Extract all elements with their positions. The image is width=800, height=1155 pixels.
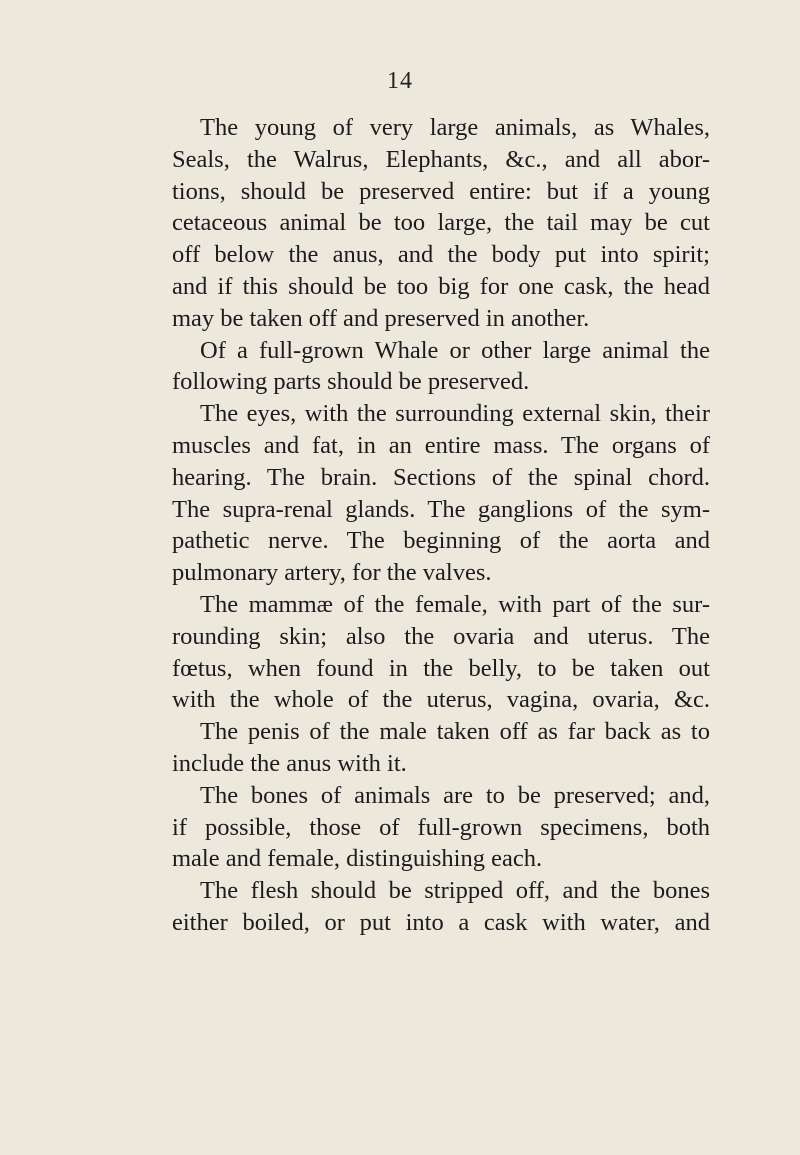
text-line: The supra-renal glands. The ganglions of the sym- xyxy=(172,495,710,523)
text-line: pathetic nerve. The beginning of the aorta and xyxy=(172,527,710,555)
text-line: The penis of the male taken off as far back as to xyxy=(200,718,710,746)
text-line: hearing. The brain. Sections of the spinal chord. xyxy=(172,463,710,491)
text-line: if possible, those of full-grown specimens, both xyxy=(172,813,710,841)
text-line: pulmonary artery, for the valves. xyxy=(172,559,492,587)
text-line: and if this should be too big for one cask, the head xyxy=(172,272,710,300)
text-line: The eyes, with the surrounding external skin, their xyxy=(200,400,710,428)
text-line: Of a full-grown Whale or other large animal the xyxy=(200,336,710,364)
text-line: either boiled, or put into a cask with water, and xyxy=(172,908,710,936)
body-text xyxy=(172,112,710,939)
text-line: off below the anus, and the body put into spirit; xyxy=(172,241,710,269)
text-line: cetaceous animal be too large, the tail may be cut xyxy=(172,209,710,237)
text-line: following parts should be preserved. xyxy=(172,368,530,396)
text-line: male and female, distinguishing each. xyxy=(172,845,543,873)
text-line: rounding skin; also the ovaria and uterus. The xyxy=(172,622,710,650)
text-line: The young of very large animals, as Whales, xyxy=(200,114,710,141)
text-line: The flesh should be stripped off, and the bones xyxy=(200,877,710,905)
text-line: include the anus with it. xyxy=(172,749,407,777)
page-number: 14 xyxy=(387,68,413,94)
text-line: with the whole of the uterus, vagina, ovaria, &c. xyxy=(172,686,710,714)
text-line: The bones of animals are to be preserved; and, xyxy=(200,781,710,809)
text-line: The mammæ of the female, with part of the sur- xyxy=(200,590,710,618)
text-line: fœtus, when found in the belly, to be taken out xyxy=(172,654,710,682)
text-line: tions, should be preserved entire: but if a young xyxy=(172,177,710,205)
text-line: Seals, the Walrus, Elephants, &c., and all abor- xyxy=(172,145,710,173)
text-line: may be taken off and preserved in another. xyxy=(172,304,590,332)
text-line: muscles and fat, in an entire mass. The organs of xyxy=(172,431,710,459)
